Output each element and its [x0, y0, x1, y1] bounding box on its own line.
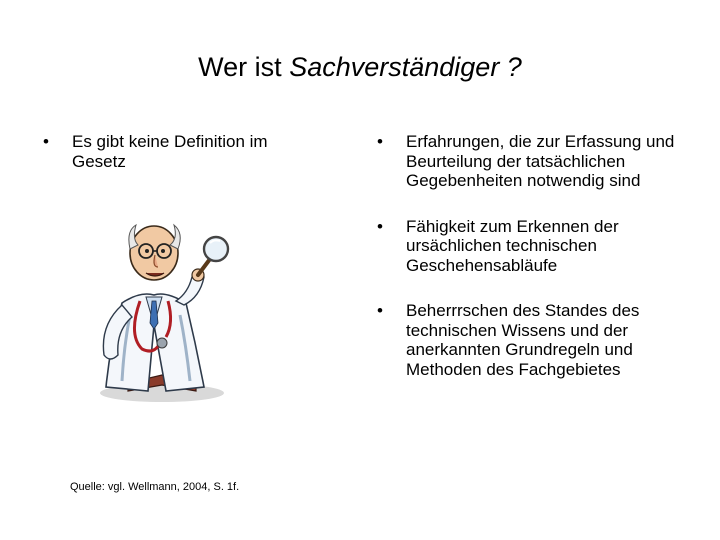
list-item: [36, 132, 326, 171]
bullet-icon: •: [377, 301, 383, 320]
bullet-text: Es gibt keine Definition im Gesetz: [72, 132, 268, 171]
bullet-icon: •: [377, 132, 383, 151]
bullet-icon: •: [43, 132, 49, 151]
right-bullet-list: [370, 132, 700, 405]
expert-cartoon-illustration: [70, 205, 240, 410]
list-item: [370, 132, 700, 191]
bullet-text: Beherrrschen des Standes des technischen Wissens und der anerkannten Grundregeln und Methoden des Fachgebietes: [406, 301, 640, 379]
list-item: [370, 217, 700, 276]
bullet-text: Fähigkeit zum Erkennen der ursächlichen technischen Geschehensabläufe: [406, 216, 619, 275]
left-bullet-list: [36, 132, 326, 171]
bullet-text: Erfahrungen, die zur Erfassung und Beurteilung der tatsächlichen Gegebenheiten notwendig sind: [406, 132, 675, 190]
title-regular: Wer ist: [198, 52, 290, 82]
slide-title: [0, 50, 720, 84]
title-italic: Sachverständiger ?: [289, 52, 522, 82]
source-citation: Quelle: vgl. Wellmann, 2004, S. 1f.: [70, 481, 240, 493]
list-item: [370, 301, 700, 379]
bullet-icon: •: [377, 216, 383, 236]
